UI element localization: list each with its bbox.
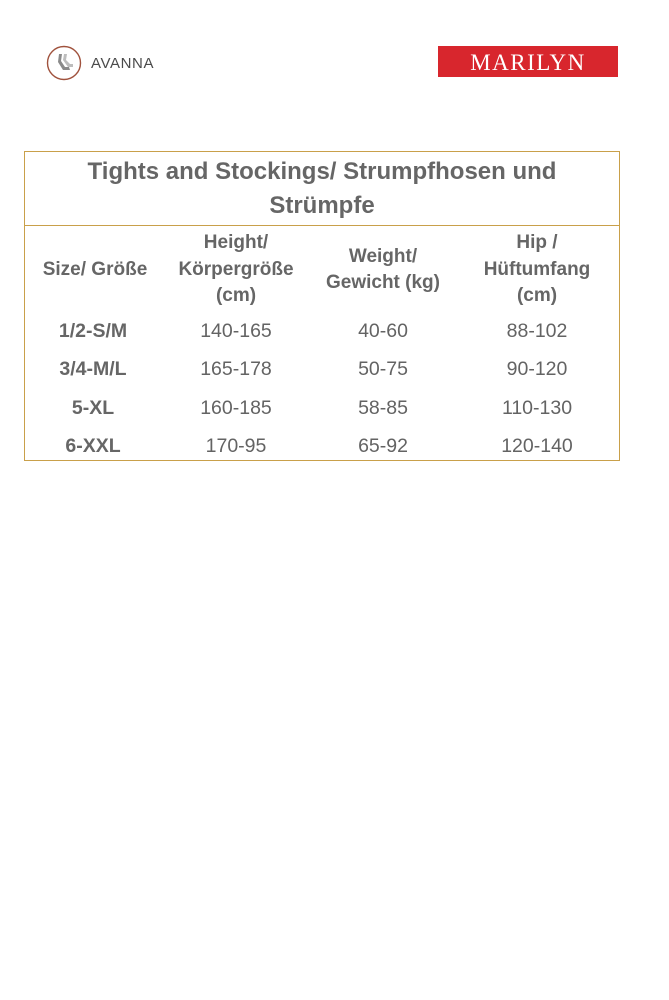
- weight-cell: 40-60: [358, 319, 408, 342]
- weight-cell: 50-75: [358, 358, 408, 381]
- hip-cell: 110-130: [501, 396, 573, 419]
- height-cell: 170-95: [205, 435, 267, 458]
- avanna-brand-name: AVANNA: [91, 54, 155, 72]
- table-header-row: [25, 226, 619, 312]
- marilyn-brand-logo: MARILYN: [438, 46, 618, 77]
- column-header-size-label: Size/ Größe: [42, 258, 148, 280]
- column-header-weight-line1: Weight/: [348, 245, 418, 267]
- height-cell: 160-185: [200, 396, 272, 419]
- height-cell: 140-165: [200, 319, 272, 342]
- weight-cell: 65-92: [358, 435, 408, 458]
- size-cell: 5-XL: [71, 396, 115, 419]
- hip-cell: 90-120: [506, 358, 568, 381]
- column-header-height-line1: Height/: [203, 232, 269, 254]
- size-cell: 6-XXL: [65, 435, 121, 458]
- column-header-weight-line2: Gewicht (kg): [325, 272, 440, 293]
- column-header-height-line2: Körpergröße: [178, 258, 294, 280]
- avanna-brand: [46, 44, 154, 82]
- size-cell: 1/2-S/M: [58, 319, 128, 342]
- weight-cell: 58-85: [358, 396, 408, 419]
- column-header-size: [25, 257, 161, 284]
- height-cell: 165-178: [200, 358, 272, 381]
- avanna-logo-icon: [46, 45, 82, 81]
- hip-cell: 88-102: [506, 319, 568, 342]
- table-row: [25, 351, 619, 390]
- table-row: [25, 428, 619, 467]
- column-header-height: [161, 230, 311, 310]
- column-header-weight: [311, 244, 455, 297]
- column-header-hip-line2: Hüftumfang: [483, 258, 591, 280]
- table-title: Tights and Stockings/ Strumpfhosen und Strümpfe: [25, 152, 619, 226]
- column-header-hip-line3: (cm): [516, 285, 558, 307]
- table-row: [25, 312, 619, 351]
- hip-cell: 120-140: [501, 435, 573, 458]
- table-row: [25, 389, 619, 428]
- column-header-height-line3: (cm): [215, 285, 257, 307]
- column-header-hip: [455, 230, 619, 310]
- column-header-hip-line1: Hip /: [516, 232, 558, 254]
- size-chart-table: [24, 151, 620, 461]
- size-cell: 3/4-M/L: [59, 358, 127, 381]
